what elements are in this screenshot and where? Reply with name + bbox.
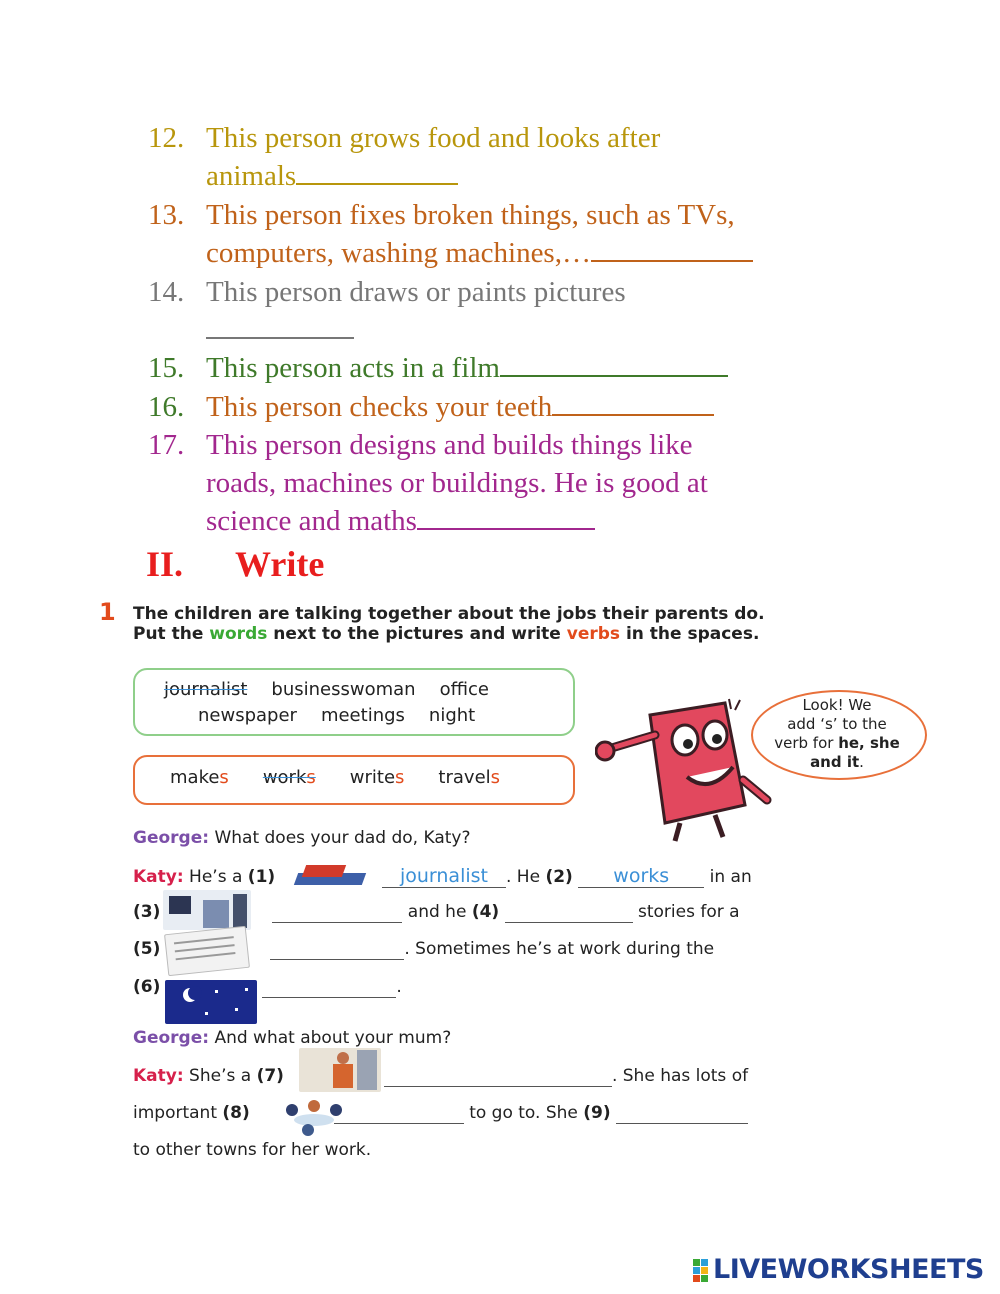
answer-blank[interactable]	[500, 349, 728, 377]
question-number: 12.	[148, 122, 185, 154]
newspaper-stack-picture	[290, 861, 370, 887]
word-office[interactable]: office	[439, 679, 489, 700]
speaker-katy: Katy:	[133, 867, 184, 887]
question-text: This person grows food and looks after	[206, 122, 661, 154]
speaker-katy: Katy:	[133, 1066, 184, 1086]
question-text: This person acts in a film	[206, 352, 500, 384]
answer-8[interactable]	[334, 1103, 464, 1124]
question-number: 15.	[148, 352, 185, 384]
answer-7[interactable]	[384, 1066, 612, 1087]
question-text: animals	[206, 160, 297, 192]
section-heading	[146, 543, 324, 585]
question-text: science and maths	[206, 505, 417, 537]
word-night[interactable]: night	[428, 705, 476, 726]
answer-2[interactable]: works	[578, 865, 704, 888]
dialogue-line-5: (5) . Sometimes he’s at work during the	[133, 939, 715, 959]
answer-blank[interactable]	[296, 157, 458, 185]
highlight-words: words	[209, 624, 268, 644]
answer-9[interactable]	[616, 1103, 748, 1124]
answer-5[interactable]	[270, 939, 404, 960]
word-journalist[interactable]: journalist	[164, 679, 248, 700]
speaker-george: George:	[133, 1028, 210, 1048]
question-number: 16.	[148, 391, 185, 423]
logo-text: LIVEWORKSHEETS	[713, 1254, 984, 1285]
answer-4[interactable]	[505, 902, 633, 923]
office-picture	[163, 890, 251, 930]
verb-travels[interactable]: travels	[438, 767, 501, 788]
word-businesswoman[interactable]: businesswoman	[271, 679, 416, 700]
question-number: 17.	[148, 429, 185, 461]
dialogue-line-6: (6) .	[133, 977, 402, 997]
question-text: computers, washing machines,…	[206, 237, 591, 269]
answer-1[interactable]: journalist	[382, 865, 506, 888]
answer-blank[interactable]	[552, 388, 714, 416]
section-numeral: II.	[146, 544, 184, 584]
dialogue-line-3: (3) and he (4) stories for a	[133, 902, 740, 922]
exercise-number: 1	[99, 598, 116, 626]
businesswoman-picture	[299, 1048, 381, 1092]
dialogue-line-george-2: George: And what about your mum?	[133, 1028, 452, 1048]
answer-blank[interactable]	[591, 234, 753, 262]
dialogue-line-katy-1: Katy: He’s a (1) journalist . He (2) works in an	[133, 865, 752, 887]
night-sky-picture	[165, 980, 257, 1024]
answer-3[interactable]	[272, 902, 402, 923]
question-text: This person draws or paints pictures	[206, 276, 626, 308]
speech-bubble-text: Look! We add ‘s’ to the verb for he, she and it.	[774, 696, 900, 771]
verb-writes[interactable]: writes	[349, 767, 405, 788]
answer-blank[interactable]	[206, 311, 354, 339]
word-newspaper[interactable]: newspaper	[198, 705, 297, 726]
meeting-picture	[280, 1096, 348, 1136]
verb-makes[interactable]: makes	[170, 767, 229, 788]
speaker-george: George:	[133, 828, 210, 848]
section-title: Write	[235, 544, 325, 584]
dialogue-line-8: important (8) to go to. She (9)	[133, 1103, 748, 1124]
answer-6[interactable]	[262, 977, 396, 998]
question-text: This person checks your teeth	[206, 391, 553, 423]
verb-works[interactable]: works	[262, 767, 316, 788]
question-number: 13.	[148, 199, 185, 231]
question-number: 14.	[148, 276, 185, 308]
verb-box-row	[170, 767, 500, 788]
question-text: This person fixes broken things, such as TVs,	[206, 199, 735, 231]
newspaper-picture	[164, 926, 250, 976]
answer-blank[interactable]	[417, 502, 595, 530]
dialogue-line-george-1: George: What does your dad do, Katy?	[133, 828, 471, 848]
word-box-row-2	[198, 705, 475, 726]
dialogue-line-katy-2: Katy: She’s a (7) . She has lots of	[133, 1066, 749, 1086]
word-meetings[interactable]: meetings	[320, 705, 405, 726]
question-text: This person designs and builds things like	[206, 429, 693, 461]
question-text: roads, machines or buildings. He is good at	[206, 467, 708, 499]
word-box-row-1	[164, 679, 489, 700]
exercise-instruction: The children are talking together about the jobs their parents do. Put the words next to the pictures and write verbs in the spaces.	[133, 604, 765, 644]
dialogue-line-9: to other towns for her work.	[133, 1140, 372, 1160]
highlight-verbs: verbs	[566, 624, 621, 644]
